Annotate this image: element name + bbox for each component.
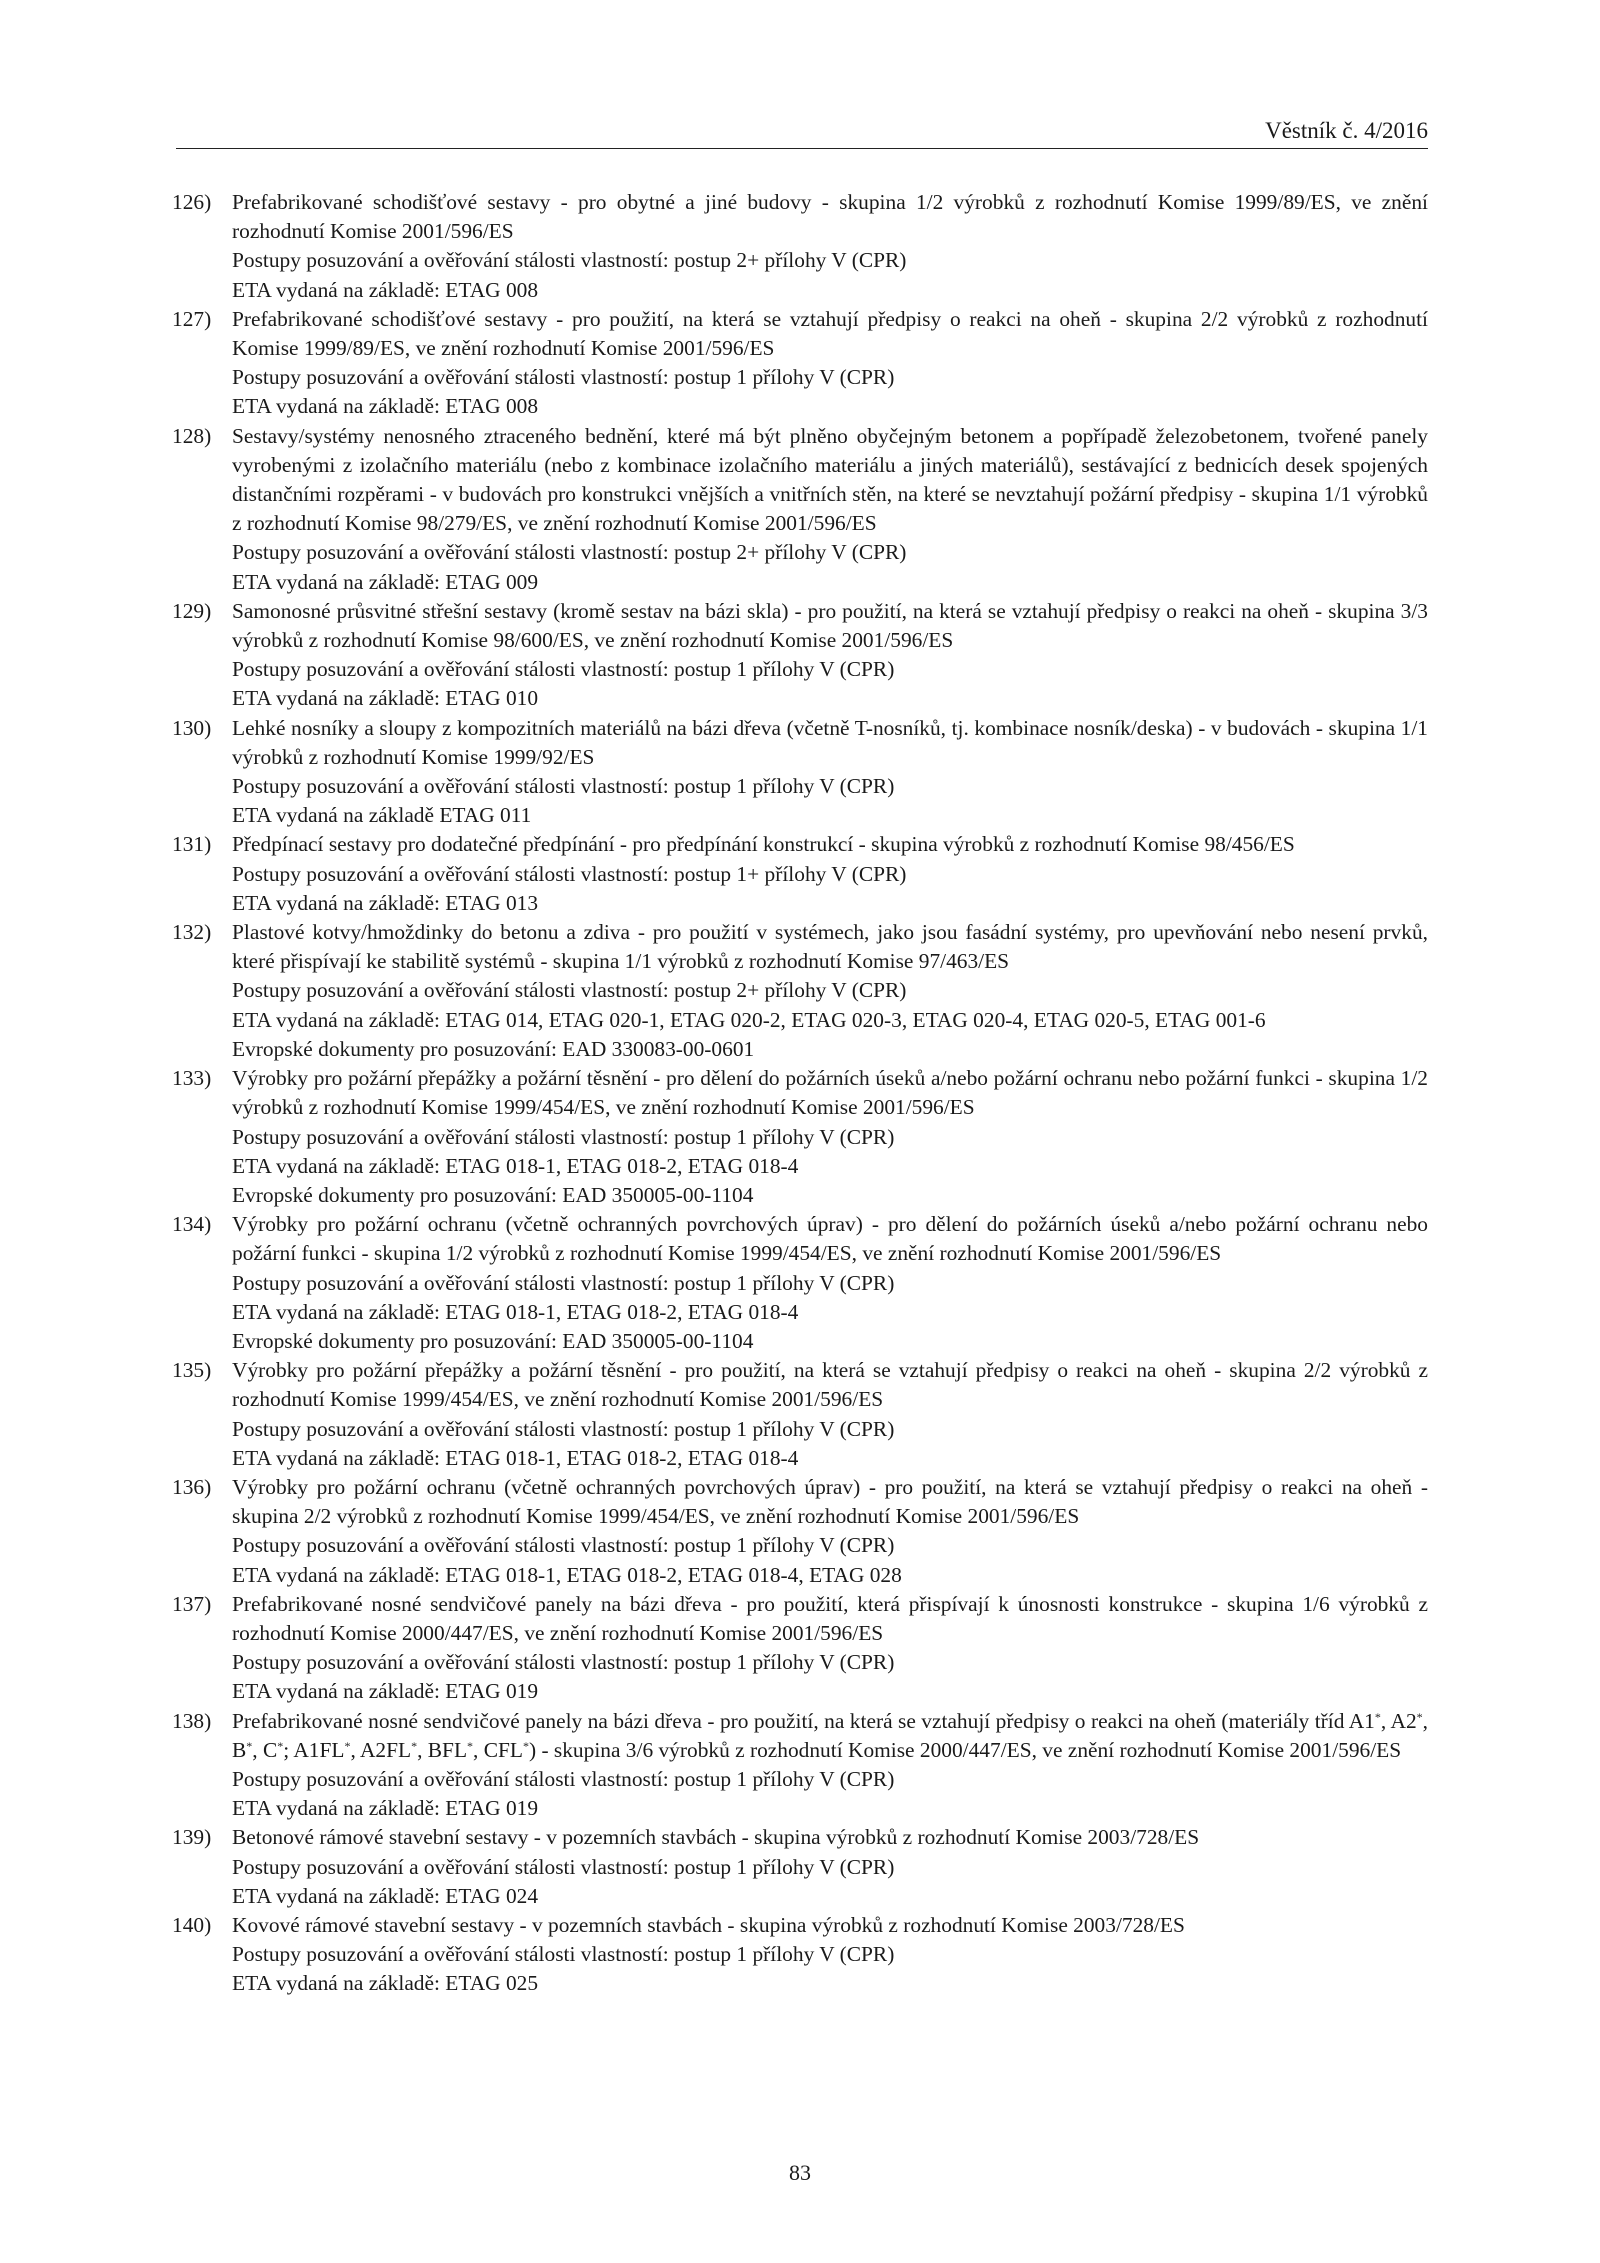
entry-number: 135) — [172, 1358, 212, 1383]
entry-detail-line: ETA vydaná na základě: ETAG 010 — [232, 686, 539, 711]
entry-detail-line: Postupy posuzování a ověřování stálosti vlastností: postup 1 přílohy V (CPR) — [232, 1416, 895, 1441]
entry-detail-line: ETA vydaná na základě ETAG 011 — [232, 803, 532, 828]
text-fragment: , BFL — [417, 1737, 468, 1762]
entry-item — [172, 1210, 1428, 1356]
entry-detail-line: Postupy posuzování a ověřování stálosti vlastností: postup 1+ přílohy V (CPR) — [232, 861, 907, 886]
text-fragment: , A2FL — [350, 1737, 412, 1762]
entry-number: 136) — [172, 1474, 212, 1499]
text-fragment: , CFL — [473, 1737, 523, 1762]
entry-item — [172, 1823, 1428, 1911]
entry-item — [172, 1473, 1428, 1590]
entry-description: Prefabrikované schodišťové sestavy - pro použití, na která se vztahují předpisy o reakci na oheň - skupina 2/2 výrobků z rozhodnutí Komise 1999/89/ES, ve znění rozhodnutí Komise 2001/596/ES — [232, 306, 1428, 361]
gazette-title: Věstník č. 4/2016 — [1265, 118, 1428, 143]
entry-item — [172, 597, 1428, 714]
entry-detail-line: Postupy posuzování a ověřování stálosti vlastností: postup 2+ přílohy V (CPR) — [232, 248, 907, 273]
entry-item — [172, 188, 1428, 305]
entry-detail-line: ETA vydaná na základě: ETAG 018-1, ETAG 018-2, ETAG 018-4 — [232, 1299, 799, 1324]
superscript-mark: * — [277, 1738, 284, 1753]
text-fragment: Prefabrikované nosné sendvičové panely na bázi dřeva - pro použití, na která se vztahují předpisy o reakci na oheň (materiály tříd A1 — [232, 1708, 1375, 1733]
entry-detail-line: Postupy posuzování a ověřování stálosti vlastností: postup 1 přílohy V (CPR) — [232, 1766, 895, 1791]
entry-detail-line: Postupy posuzování a ověřování stálosti vlastností: postup 1 přílohy V (CPR) — [232, 774, 895, 799]
entry-detail-line: Postupy posuzování a ověřování stálosti vlastností: postup 1 přílohy V (CPR) — [232, 1942, 895, 1967]
entry-description: Kovové rámové stavební sestavy - v pozemních stavbách - skupina výrobků z rozhodnutí Komise 2003/728/ES — [232, 1912, 1185, 1937]
entry-description: Betonové rámové stavební sestavy - v pozemních stavbách - skupina výrobků z rozhodnutí Komise 2003/728/ES — [232, 1825, 1200, 1850]
entry-detail-line: Postupy posuzování a ověřování stálosti vlastností: postup 1 přílohy V (CPR) — [232, 1854, 895, 1879]
superscript-mark: * — [522, 1738, 529, 1753]
entry-detail-line: ETA vydaná na základě: ETAG 008 — [232, 277, 539, 302]
entry-description: Prefabrikované nosné sendvičové panely na bázi dřeva - pro použití, která přispívají k únosnosti konstrukce - skupina 1/6 výrobků z rozhodnutí Komise 2000/447/ES, ve znění rozhodnutí Komise 2001/596/ES — [232, 1591, 1428, 1645]
text-fragment: , B — [232, 1708, 1428, 1762]
entry-detail-line: Postupy posuzování a ověřování stálosti vlastností: postup 1 přílohy V (CPR) — [232, 1124, 895, 1149]
superscript-mark: * — [246, 1738, 253, 1753]
entry-description — [232, 1707, 1428, 1765]
entry-detail-line: ETA vydaná na základě: ETAG 019 — [232, 1796, 539, 1821]
entry-description: Lehké nosníky a sloupy z kompozitních materiálů na bázi dřeva (včetně T-nosníků, tj. kombinace nosník/deska) - v budovách - skupina 1/1 výrobků z rozhodnutí Komise 1999/92/ES — [232, 715, 1428, 769]
entry-description: Sestavy/systémy nenosného ztraceného bednění, které má být plněno obyčejným betonem a popřípadě železobetonem, tvořené panely vyrobenými z izolačního materiálu (nebo z kombinace izolačního materiálu a jiných materiálů), sestávající z bednicích desek spojených distančními rozpěrami - v budovách pro konstrukci vnějších a vnitřních stěn, na které se nevztahují požární předpisy - skupina 1/1 výrobků z rozhodnutí Komise 98/279/ES, ve znění rozhodnutí Komise 2001/596/ES — [232, 423, 1428, 536]
superscript-mark: * — [467, 1738, 474, 1753]
text-fragment: ; A1FL — [283, 1737, 345, 1762]
entry-detail-line: Postupy posuzování a ověřování stálosti vlastností: postup 2+ přílohy V (CPR) — [232, 540, 907, 565]
entry-item — [172, 714, 1428, 831]
page-header — [176, 108, 1428, 149]
entry-description: Samonosné průsvitné střešní sestavy (kromě sestav na bázi skla) - pro použití, na která se vztahují předpisy o reakci na oheň - skupina 3/3 výrobků z rozhodnutí Komise 98/600/ES, ve znění rozhodnutí Komise 2001/596/ES — [232, 598, 1428, 653]
entry-number: 139) — [172, 1825, 212, 1850]
superscript-mark: * — [1374, 1709, 1381, 1724]
entry-item — [172, 1911, 1428, 1999]
entry-item — [172, 1356, 1428, 1473]
entry-detail-line: Postupy posuzování a ověřování stálosti vlastností: postup 1 přílohy V (CPR) — [232, 365, 895, 390]
entry-detail-line: Postupy posuzování a ověřování stálosti vlastností: postup 2+ přílohy V (CPR) — [232, 978, 907, 1003]
entry-item — [172, 1590, 1428, 1707]
entry-detail-line: ETA vydaná na základě: ETAG 018-1, ETAG 018-2, ETAG 018-4 — [232, 1153, 799, 1178]
entry-detail-line: ETA vydaná na základě: ETAG 024 — [232, 1883, 539, 1908]
entry-description: Výrobky pro požární ochranu (včetně ochranných povrchových úprav) - pro dělení do požárních úseků a/nebo požární ochranu nebo požární funkci - skupina 1/2 výrobků z rozhodnutí Komise 1999/454/ES, ve znění rozhodnutí Komise 2001/596/ES — [232, 1212, 1428, 1266]
entry-description: Výrobky pro požární ochranu (včetně ochranných povrchových úprav) - pro použití, na která se vztahují předpisy o reakci na oheň - skupina 2/2 výrobků z rozhodnutí Komise 1999/454/ES, ve znění rozhodnutí Komise 2001/596/ES — [232, 1474, 1428, 1529]
text-fragment: , A2 — [1380, 1708, 1417, 1733]
entry-item — [172, 422, 1428, 597]
entry-item — [172, 830, 1428, 918]
entry-number: 140) — [172, 1912, 212, 1937]
entry-description: Plastové kotvy/hmoždinky do betonu a zdiva - pro použití v systémech, jako jsou fasádní systémy, pro upevňování nebo nesení prvků, které přispívají ke stabilitě systémů - skupina 1/1 výrobků z rozhodnutí Komise 97/463/ES — [232, 920, 1428, 974]
entry-number: 129) — [172, 598, 212, 623]
entry-item — [172, 305, 1428, 422]
entry-number: 131) — [172, 832, 212, 857]
superscript-mark: * — [411, 1738, 418, 1753]
entry-number: 138) — [172, 1708, 212, 1733]
entry-detail-line: ETA vydaná na základě: ETAG 014, ETAG 020-1, ETAG 020-2, ETAG 020-3, ETAG 020-4, ETAG 020-5, ETAG 001-6 — [232, 1007, 1266, 1032]
text-fragment: , C — [252, 1737, 278, 1762]
entry-number: 132) — [172, 920, 212, 945]
entry-description: Předpínací sestavy pro dodatečné předpínání - pro předpínání konstrukcí - skupina výrobků z rozhodnutí Komise 98/456/ES — [232, 832, 1295, 857]
entry-number: 130) — [172, 715, 212, 740]
entry-number: 137) — [172, 1591, 212, 1616]
entries-list — [172, 188, 1428, 1999]
entry-detail-line: Evropské dokumenty pro posuzování: EAD 350005-00-1104 — [232, 1182, 754, 1207]
entry-number: 134) — [172, 1212, 212, 1237]
entry-detail-line: ETA vydaná na základě: ETAG 025 — [232, 1971, 539, 1996]
entry-detail-line: Postupy posuzování a ověřování stálosti vlastností: postup 1 přílohy V (CPR) — [232, 1650, 895, 1675]
entry-description: Výrobky pro požární přepážky a požární těsnění - pro použití, na která se vztahují předpisy o reakci na oheň - skupina 2/2 výrobků z rozhodnutí Komise 1999/454/ES, ve znění rozhodnutí Komise 2001/596/ES — [232, 1358, 1428, 1412]
entry-detail-line: ETA vydaná na základě: ETAG 009 — [232, 569, 539, 594]
entry-item — [172, 1707, 1428, 1824]
text-fragment: ) - skupina 3/6 výrobků z rozhodnutí Komise 2000/447/ES, ve znění rozhodnutí Komise 2001/596/ES — [528, 1737, 1402, 1762]
superscript-mark: * — [344, 1738, 351, 1753]
entry-detail-line: ETA vydaná na základě: ETAG 019 — [232, 1679, 539, 1704]
entry-detail-line: ETA vydaná na základě: ETAG 018-1, ETAG 018-2, ETAG 018-4 — [232, 1445, 799, 1470]
entry-number: 127) — [172, 306, 212, 331]
entry-detail-line: ETA vydaná na základě: ETAG 013 — [232, 890, 539, 915]
entry-detail-line: Evropské dokumenty pro posuzování: EAD 330083-00-0601 — [232, 1036, 755, 1061]
entry-detail-line: ETA vydaná na základě: ETAG 008 — [232, 394, 539, 419]
entry-detail-line: Postupy posuzování a ověřování stálosti vlastností: postup 1 přílohy V (CPR) — [232, 1533, 895, 1558]
entry-description: Výrobky pro požární přepážky a požární těsnění - pro dělení do požárních úseků a/nebo požární ochranu nebo požární funkci - skupina 1/2 výrobků z rozhodnutí Komise 1999/454/ES, ve znění rozhodnutí Komise 2001/596/ES — [232, 1066, 1428, 1120]
entry-detail-line: Postupy posuzování a ověřování stálosti vlastností: postup 1 přílohy V (CPR) — [232, 657, 895, 682]
entry-detail-line: Evropské dokumenty pro posuzování: EAD 350005-00-1104 — [232, 1328, 754, 1353]
page-number: 83 — [789, 2160, 811, 2185]
entry-detail-line: ETA vydaná na základě: ETAG 018-1, ETAG 018-2, ETAG 018-4, ETAG 028 — [232, 1562, 902, 1587]
entry-description: Prefabrikované schodišťové sestavy - pro obytné a jiné budovy - skupina 1/2 výrobků z rozhodnutí Komise 1999/89/ES, ve znění rozhodnutí Komise 2001/596/ES — [232, 190, 1428, 244]
entry-detail-line: Postupy posuzování a ověřování stálosti vlastností: postup 1 přílohy V (CPR) — [232, 1270, 895, 1295]
entry-item — [172, 918, 1428, 1064]
entry-number: 128) — [172, 423, 212, 448]
superscript-mark: * — [1416, 1709, 1423, 1724]
entry-number: 133) — [172, 1066, 212, 1091]
entry-number: 126) — [172, 190, 212, 214]
entry-item — [172, 1064, 1428, 1210]
